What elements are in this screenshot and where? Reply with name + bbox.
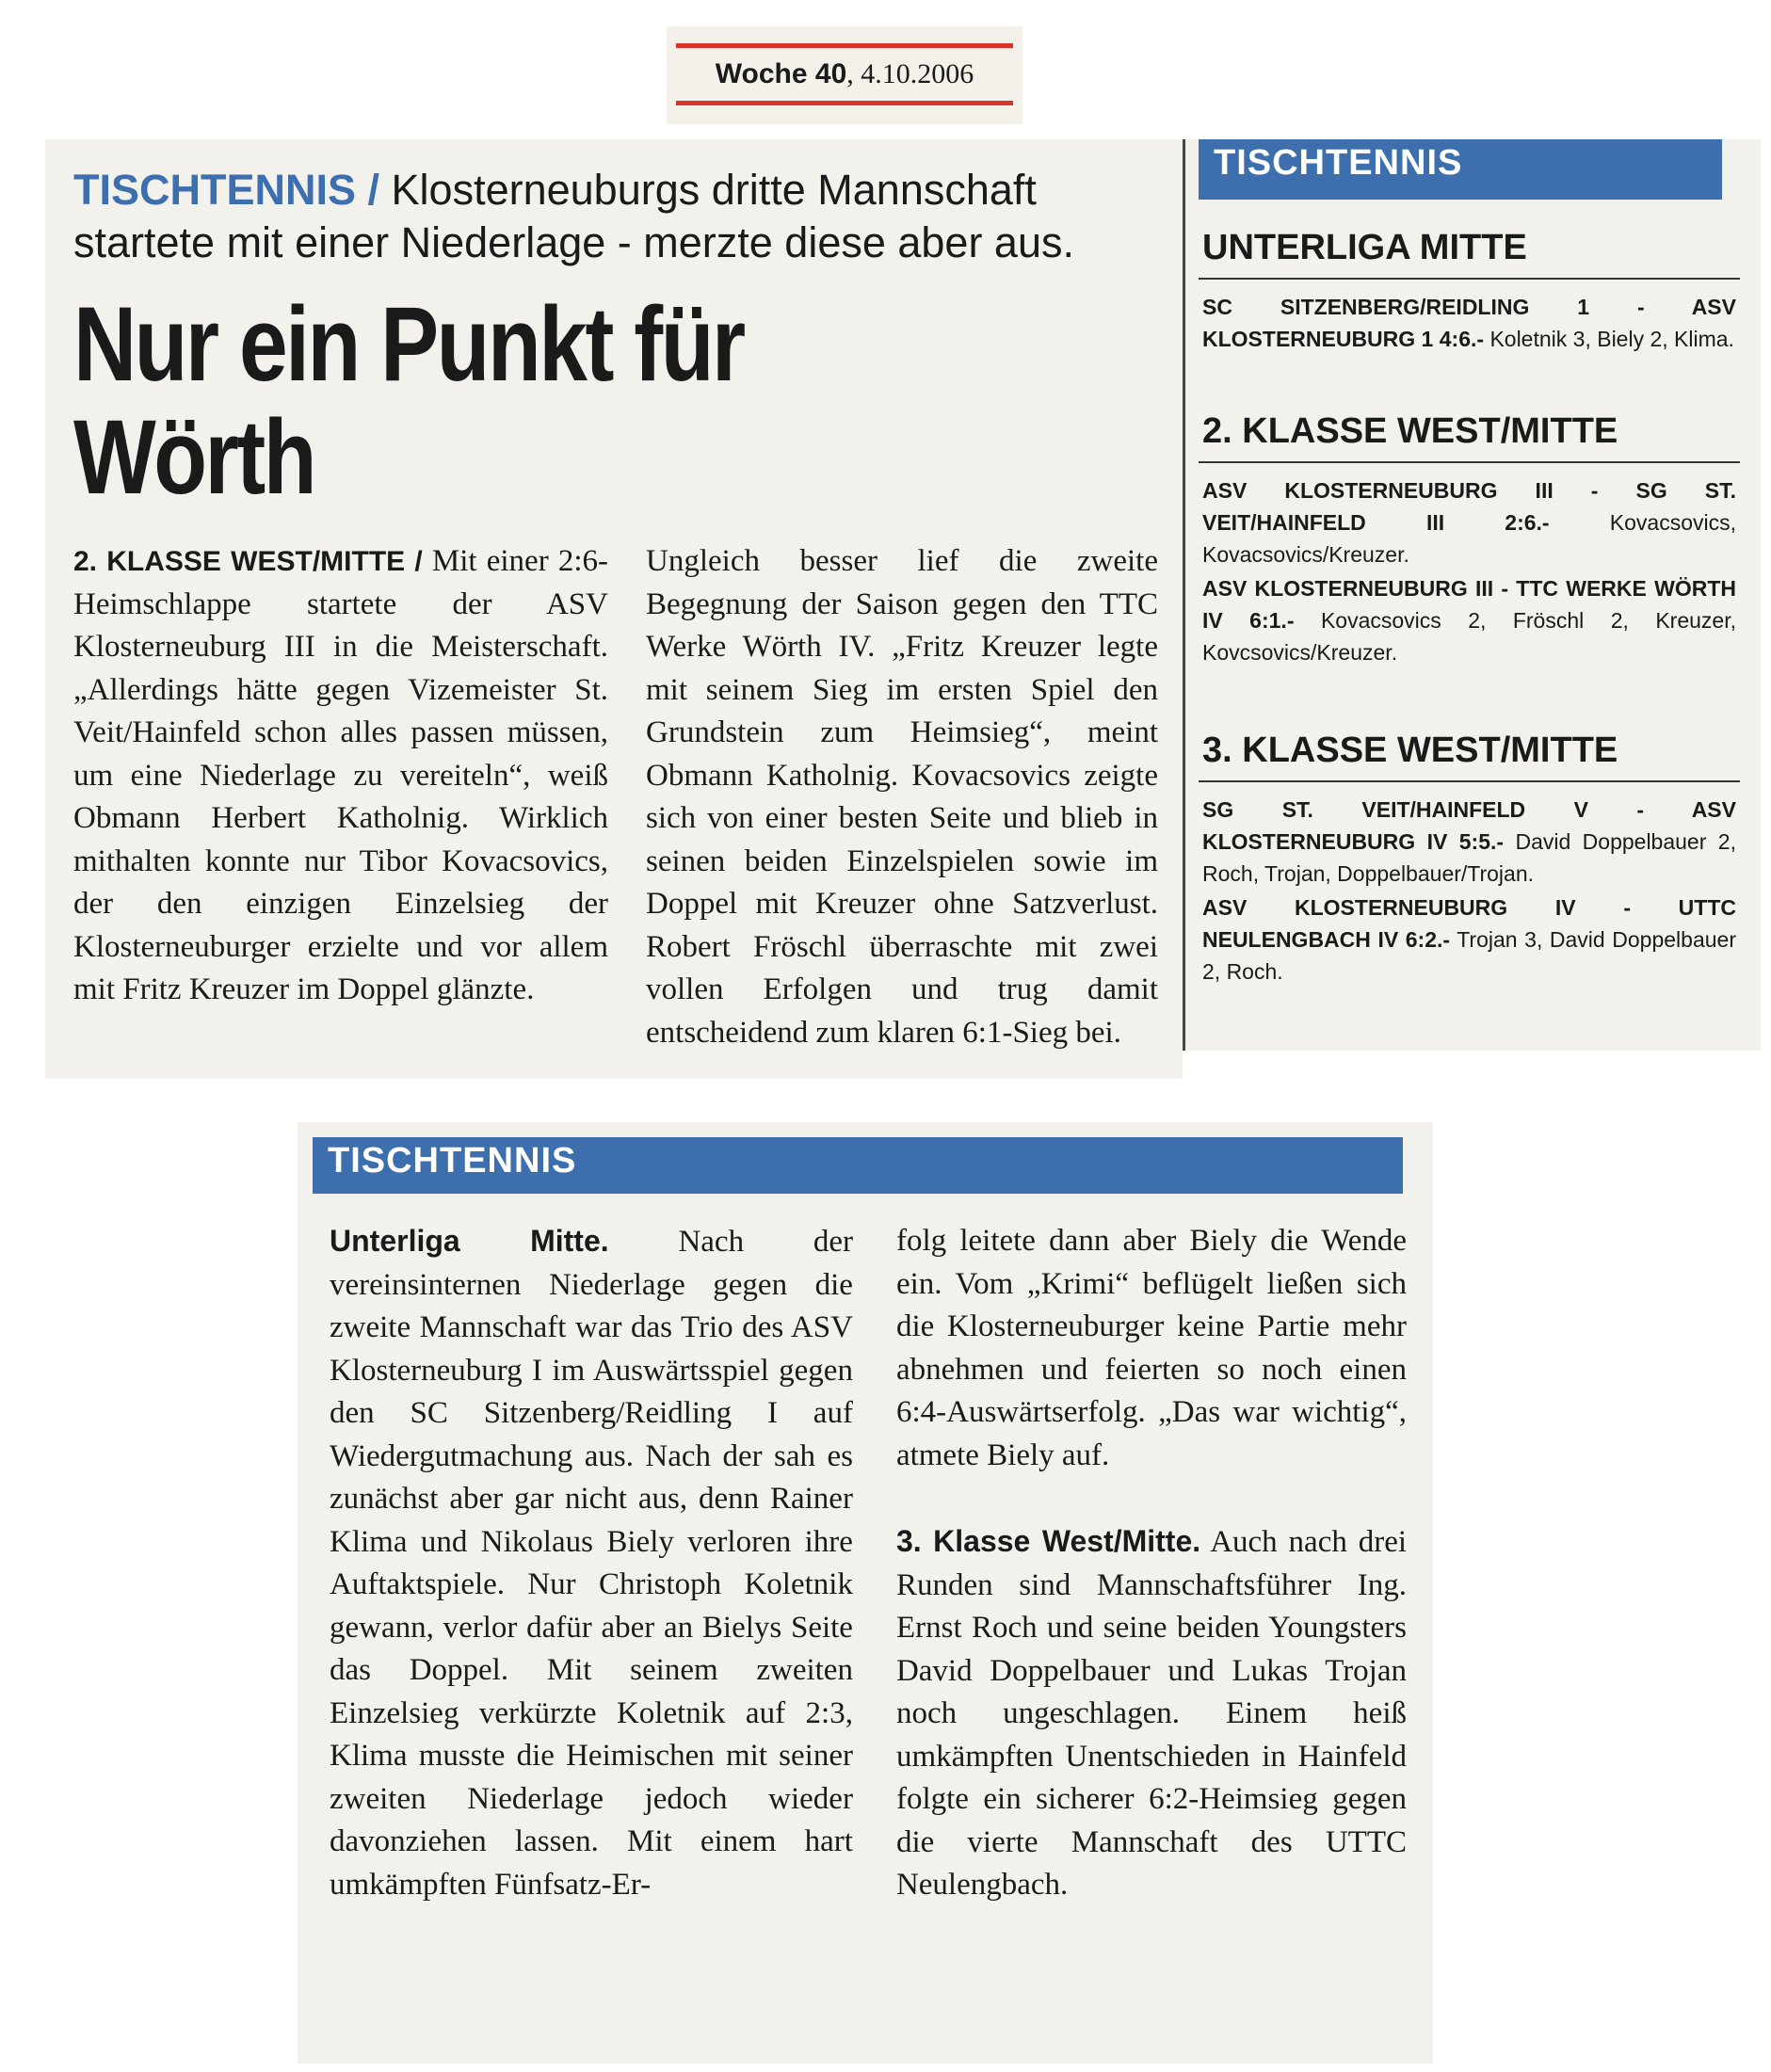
paper-name: Woche 40	[715, 58, 847, 89]
column-2-text: folg leitete dann aber Biely die Wende ein. Vom „Krimi“ beflügelt ließen sich die Klosterneuburger keine Partie mehr abnehmen und feierten so noch einen 6:4-Auswärtserfolg. „Das war wichtig“, atmete Biely auf.	[895, 1224, 1407, 1472]
result-detail: Trojan 3, David Doppelbauer 2, Roch.	[1202, 927, 1736, 984]
article-column-2: Ungleich besser lief die zweite Begegnung der Saison gegen den TTC Werke Wörth IV. „Fritz Kreuzer legte mit seinem Sieg im ersten Spiel den Grundstein zum Heimsieg“, meint Obmann Katholnig. Kovacsovics zeigte sich von einer besten Seite und blieb in seinen beiden Einzelspielen sowie im Doppel mit Kreuzer ohne Satzverlust. Robert Fröschl überraschte mit zwei vollen Erfolgen und trug damit entscheidend zum klaren 6:1-Sieg bei.	[646, 544, 1158, 1050]
sidebar-title-bar: TISCHTENNIS	[1199, 139, 1722, 200]
column-1-text: Nach der vereinsinternen Niederlage gegen die zweite Mannschaft war das Trio des ASV Klosterneuburg I im Auswärtsspiel gegen den SC Sitzenberg/Reidling I auf Wiedergutmachung aus. Nach der sah es zunächst aber gar nicht aus, denn Rainer Klima und Nikolaus Biely verloren ihre Auftaktspiele. Nur Christoph Koletnik gewann, verlor dafür aber an Bielys Seite das Doppel. Mit seinem zweiten Einzelsieg verkürzte Koletnik auf 2:3, Klima musste die Heimischen mit seiner zweiten Niederlage jedoch wieder davonziehen lassen. Mit einem hart umkämpften Fünfsatz-Er-	[330, 1225, 853, 1902]
kicker-label: TISCHTENNIS /	[73, 166, 380, 214]
section-lead: 2. KLASSE WEST/MITTE /	[73, 546, 423, 577]
article2-column-1	[330, 1220, 853, 1907]
subtitle-text: Klosterneuburgs dritte Mannschaft startete mit einer Niederlage - merzte diese aber aus.	[73, 166, 1074, 266]
result-match: ASV KLOSTERNEUBURG III - SG ST. VEIT/HAINFELD III 2:6.-	[1202, 478, 1736, 535]
section-unterliga	[1199, 222, 1740, 355]
result-item	[1202, 794, 1736, 890]
result-match: SG ST. VEIT/HAINFELD V - ASV KLOSTERNEUBURG IV 5:5.-	[1202, 797, 1736, 854]
article2-title-bar: TISCHTENNIS	[313, 1137, 1403, 1194]
article-column-1	[73, 540, 608, 1054]
result-item	[1202, 291, 1736, 355]
article2-columns	[313, 1220, 1407, 1907]
result-item	[1202, 474, 1736, 570]
section-heading: 2. KLASSE WEST/MITTE	[1199, 406, 1740, 463]
strip-bottom-rule	[676, 101, 1013, 105]
section-2-klasse	[1199, 406, 1740, 668]
article-unterliga-report	[298, 1122, 1433, 2064]
result-detail: Kovacsovics 2, Fröschl 2, Kreuzer, Kovcsovics/Kreuzer.	[1202, 608, 1736, 665]
result-item	[1202, 891, 1736, 988]
article2-column-2	[896, 1220, 1407, 1907]
result-match: SC SITZENBERG/REIDLING 1 - ASV KLOSTERNEUBURG 1 4:6.-	[1202, 295, 1736, 351]
column-2-text-2: Auch nach drei Runden sind Mannschaftsführer Ing. Ernst Roch und seine beiden Youngsters David Doppelbauer und Lukas Trojan noch ungeschlagen. Einem heiß umkämpften Unentschieden in Hainfeld folgte ein sicherer 6:2-Heimsieg gegen die vierte Mannschaft des UTTC Neulengbach.	[895, 1525, 1408, 1902]
publication-strip: Woche 40, 4.10.2006	[667, 26, 1022, 124]
result-detail: Kovacsovics, Kovacsovics/Kreuzer.	[1202, 510, 1737, 567]
article-columns	[73, 540, 1158, 1054]
results-sidebar	[1183, 139, 1761, 1051]
article-nur-ein-punkt	[45, 139, 1183, 1079]
headline: Nur ein Punkt für Wörth	[73, 285, 744, 516]
result-item	[1202, 572, 1736, 668]
section-heading: 3. KLASSE WEST/MITTE	[1199, 725, 1740, 782]
issue-date: 4.10.2006	[861, 58, 974, 89]
result-match: ASV KLOSTERNEUBURG IV - UTTC NEULENGBACH IV 6:2.-	[1202, 895, 1736, 952]
section-lead: 3. Klasse West/Mitte.	[895, 1524, 1201, 1558]
result-match: ASV KLOSTERNEUBURG III - TTC WERKE WÖRTH IV 6:1.-	[1202, 576, 1736, 633]
column-2-paragraph-2	[896, 1520, 1407, 1907]
strip-top-rule	[676, 43, 1013, 48]
result-detail: Koletnik 3, Biely 2, Klima.	[1489, 327, 1734, 351]
article-subtitle	[73, 164, 1158, 269]
section-heading: UNTERLIGA MITTE	[1199, 222, 1740, 280]
section-lead: Unterliga Mitte.	[330, 1224, 609, 1258]
result-detail: David Doppelbauer 2, Roch, Trojan, Doppelbauer/Trojan.	[1202, 829, 1736, 886]
section-3-klasse	[1199, 725, 1740, 988]
column-1-text: Mit einer 2:6-Heimschlappe startete der ASV Klosterneuburg III in die Meisterschaft. „Allerdings hätte gegen Vizemeister St. Veit/Hainfeld schon alles passen müssen, um eine Niederlage zu vereiteln“, weiß Obmann Herbert Katholnig. Wirklich mithalten konnte nur Tibor Kovacsovics, der den einzigen Einzelsieg der Klosterneuburger erzielte und vor allem mit Fritz Kreuzer im Doppel glänzte.	[73, 544, 609, 1006]
